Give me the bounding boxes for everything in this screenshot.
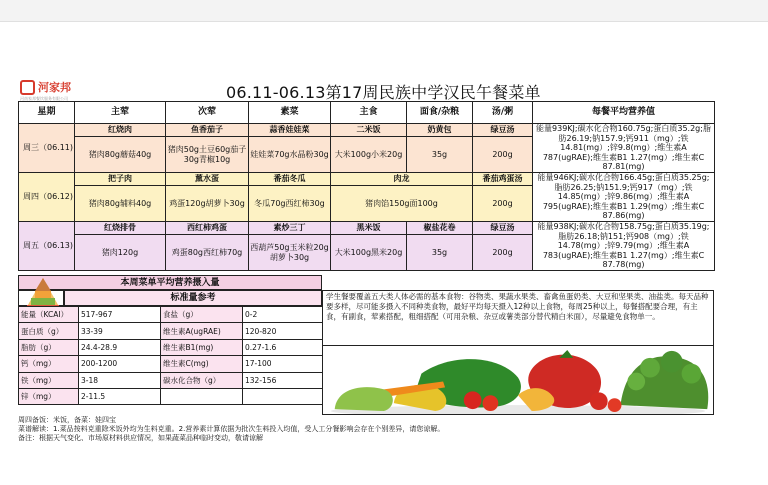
std-label: 碳水化合物（g） (161, 372, 243, 388)
dish-name: 奶黄包 (407, 124, 473, 137)
dish-name: 素炒三丁 (249, 221, 331, 234)
dish-name: 薰水蛋 (166, 172, 249, 185)
header-day: 星期 (19, 102, 75, 124)
day-cell: 周四（06.12) (19, 172, 75, 221)
weekly-summary-title: 本周菜单平均营养摄入量 (18, 275, 322, 290)
dish-name: 红烧排骨 (75, 221, 166, 234)
table-row (19, 372, 323, 388)
dish-name: 肉龙 (331, 172, 473, 185)
dish-ingredients: 大米100g小米20g (331, 137, 407, 173)
table-row (19, 323, 323, 339)
dish-ingredients: 娃娃菜70g水晶粉30g (249, 137, 331, 173)
table-row (19, 356, 323, 372)
dish-ingredients: 鸡蛋80g西红柿70g (166, 235, 249, 271)
table-header-row (19, 102, 715, 124)
vegetables-image (322, 346, 714, 415)
dish-name: 绿豆汤 (473, 221, 533, 234)
table-row (19, 339, 323, 355)
table-row (19, 221, 715, 234)
dish-name: 把子肉 (75, 172, 166, 185)
table-row (19, 124, 715, 137)
note-line: 周四备饭：米饭，备菜：娃四宝 (18, 416, 116, 424)
dish-ingredients: 西葫芦50g玉米粒20g胡萝卜30g (249, 235, 331, 271)
table-row (19, 388, 323, 404)
dish-ingredients: 猪肉50g土豆60g茄子30g青椒10g (166, 137, 249, 173)
std-value: 517-967 (79, 307, 161, 323)
day-cell: 周五（06.13) (19, 221, 75, 270)
std-label: 蛋白质（g） (19, 323, 79, 339)
dish-name: 鱼香茄子 (166, 124, 249, 137)
std-value: 200-1200 (79, 356, 161, 372)
standard-reference-title: 标准量参考 (64, 290, 322, 306)
nutrition-cell: 能量946KJ;碳水化合物166.45g;蛋白质35.25g;脂肪26.25;钠151.9;钙917（mg）;铁 14.85(mg）;锌9.86(mg）;维生素A 795(ugRAE);维生素B1 1.29(mg）;维生素C 87.86(mg) (533, 172, 715, 221)
header-main: 主荤 (75, 102, 166, 124)
header-nutrition: 每餐平均营养值 (533, 102, 715, 124)
dish-name: 红烧肉 (75, 124, 166, 137)
std-value: 17-100 (243, 356, 323, 372)
std-value: 120-820 (243, 323, 323, 339)
std-value: 132-156 (243, 372, 323, 388)
dish-ingredients: 200g (473, 235, 533, 271)
std-value: 0.27-1.6 (243, 339, 323, 355)
dish-name: 番茄鸡蛋汤 (473, 172, 533, 185)
header-veg: 素菜 (249, 102, 331, 124)
note-line: 菜谱解读：1.菜品按料克重除米饭外均为生料克重。2.营养素计算依据为批次生料投入均值，受人工分餐影响会存在个别差异，请您谅解。 (18, 425, 445, 433)
dish-ingredients: 200g (473, 137, 533, 173)
dish-name: 番茄冬瓜 (249, 172, 331, 185)
menu-table (18, 101, 715, 271)
std-value: 3-18 (79, 372, 161, 388)
brand-name: 河家邦 (38, 81, 71, 94)
dish-ingredients: 猪肉80g蘑菇40g (75, 137, 166, 173)
std-value: 2-11.5 (79, 388, 161, 404)
dish-name: 椒盐花卷 (407, 221, 473, 234)
day-cell: 周三（06.11) (19, 124, 75, 173)
dish-ingredients: 猪肉120g (75, 235, 166, 271)
dish-ingredients: 冬瓜70g西红柿30g (249, 186, 331, 222)
dish-name: 二米饭 (331, 124, 407, 137)
std-label: 铁（mg） (19, 372, 79, 388)
nutrition-cell: 能量938KJ;碳水化合物158.75g;蛋白质35.19g;脂肪26.18;钠151;钙908（mg）;铁 14.78(mg）;锌9.79(mg）;维生素A 783(ugRAE);维生素B1 1.27(mg）;维生素C 87.78(mg) (533, 221, 715, 270)
std-label: 能量（KCAI） (19, 307, 79, 323)
dish-ingredients: 猪肉80g辅料40g (75, 186, 166, 222)
std-label: 钙（mg） (19, 356, 79, 372)
diet-advice-text: 学生餐要覆盖五大类人体必需的基本食物：谷物类、果蔬水果类、畜禽鱼蛋奶类、大豆和坚果类、油盐类。每天品种要多样，尽可能多摄入不同种类食物，最好平均每天摄入12种以上食物，每周25种以上，每餐搭配要合理，有主食，有副食，荤素搭配，粗细搭配（可用杂粮、杂豆或薯类部分替代精白米面），尽量避免食物单一。 (322, 290, 714, 346)
std-label: 脂肪（g） (19, 339, 79, 355)
std-label: 锌（mg） (19, 388, 79, 404)
dish-name: 黑米饭 (331, 221, 407, 234)
dish-name: 绿豆汤 (473, 124, 533, 137)
std-label: 维生素B1(mg) (161, 339, 243, 355)
std-label: 食盐（g） (161, 307, 243, 323)
header-pastry: 面食/杂粮 (407, 102, 473, 124)
nutrition-cell: 能量939KJ;碳水化合物160.75g;蛋白质35.2g;脂肪26.19;钠157.9;钙911（mg）;铁 14.81(mg）;锌9.8(mg）;维生素A 787(ugRAE);维生素B1 1.27(mg）;维生素C 87.81(mg) (533, 124, 715, 173)
dish-ingredients: 鸡蛋120g胡萝卜30g (166, 186, 249, 222)
dish-ingredients: 35g (407, 235, 473, 271)
brand-logo-icon (20, 80, 35, 95)
dish-name: 西红柿鸡蛋 (166, 221, 249, 234)
std-value: 33-39 (79, 323, 161, 339)
dish-ingredients: 大米100g黑米20g (331, 235, 407, 271)
header-staple: 主食 (331, 102, 407, 124)
viewer-toolbar (0, 0, 768, 22)
header-side: 次荤 (166, 102, 249, 124)
std-value: 24.4-28.9 (79, 339, 161, 355)
table-row (19, 307, 323, 323)
std-value: 0-2 (243, 307, 323, 323)
dish-ingredients: 猪肉馅150g面100g (331, 186, 473, 222)
std-empty (243, 388, 323, 404)
std-label: 维生素C(mg) (161, 356, 243, 372)
std-label: 维生素A(ugRAE) (161, 323, 243, 339)
dish-name: 蒜香娃娃菜 (249, 124, 331, 137)
std-empty (161, 388, 243, 404)
header-soup: 汤/粥 (473, 102, 533, 124)
standard-table (18, 306, 323, 405)
note-line: 备注：根据天气变化、市场原材料供应情况，如果蔬菜品种临时变动，敬请谅解 (18, 434, 263, 442)
brand-logo (20, 80, 82, 102)
dish-ingredients: 35g (407, 137, 473, 173)
table-row (19, 172, 715, 185)
brand-subtitle: 河南家邦餐饮服务有限公司 (20, 96, 68, 101)
dish-ingredients: 200g (473, 186, 533, 222)
page-title: 06.11-06.13第17周民族中学汉民午餐菜单 (226, 83, 541, 102)
